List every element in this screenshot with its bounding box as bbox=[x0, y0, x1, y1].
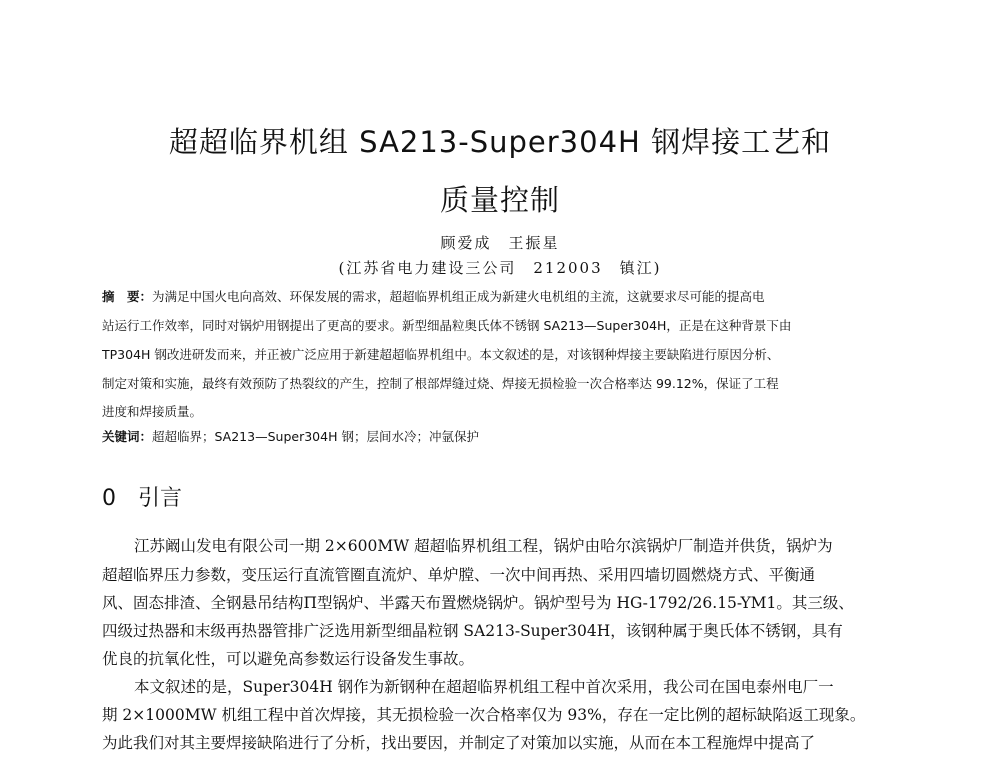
paper-title-line-2: 质量控制 bbox=[439, 183, 560, 217]
body-line: 风、固态排渣、全钢悬吊结构Π型锅炉、半露天布置燃烧锅炉。锅炉型号为 HG-1792/26.15-YM1。其三级、 bbox=[102, 594, 854, 612]
section-heading bbox=[102, 481, 182, 512]
body-line: 江苏阚山发电有限公司一期 2×600MW 超超临界机组工程，锅炉由哈尔滨锅炉厂制造并供货，锅炉为 bbox=[134, 537, 833, 555]
abstract-label: 摘 要： bbox=[102, 289, 153, 304]
abstract-line bbox=[102, 289, 910, 304]
body-line: 四级过热器和末级再热器管排广泛选用新型细晶粒钢 SA213-Super304H，该钢种属于奥氏体不锈钢，具有 bbox=[102, 622, 843, 640]
body-line: 为此我们对其主要焊接缺陷进行了分析，找出要因，并制定了对策加以实施，从而在本工程施焊中提高了 bbox=[102, 734, 816, 752]
keywords-label: 关键词： bbox=[102, 429, 153, 444]
keywords-text: 超超临界；SA213—Super304H 钢；层间水冷；冲氩保护 bbox=[152, 429, 479, 444]
body-line: 优良的抗氧化性，可以避免高参数运行设备发生事故。 bbox=[102, 650, 475, 668]
keywords-line bbox=[102, 429, 910, 444]
section-title: 引言 bbox=[138, 486, 183, 511]
affiliation: (江苏省电力建设三公司 212003 镇江) bbox=[338, 259, 662, 277]
body-line: 期 2×1000MW 机组工程中首次焊接，其无损检验一次合格率仅为 93%，存在一定比例的超标缺陷返工现象。 bbox=[102, 706, 866, 724]
authors: 顾爱成 王振星 bbox=[440, 234, 560, 252]
body-line: 超超临界压力参数，变压运行直流管圈直流炉、单炉膛、一次中间再热、采用四墙切圆燃烧方式、平衡通 bbox=[102, 566, 816, 584]
paper-title-line-1: 超超临界机组 SA213-Super304H 钢焊接工艺和 bbox=[168, 125, 832, 159]
body-line: 本文叙述的是，Super304H 钢作为新钢种在超超临界机组工程中首次采用，我公司在国电泰州电厂一 bbox=[134, 678, 834, 696]
section-number: 0 bbox=[102, 486, 116, 511]
abstract-line: 进度和焊接质量。 bbox=[102, 404, 203, 419]
abstract-text: 为满足中国火电向高效、环保发展的需求，超超临界机组正成为新建火电机组的主流，这就要求尽可能的提高电 bbox=[152, 289, 765, 304]
abstract-line: 站运行工作效率，同时对锅炉用钢提出了更高的要求。新型细晶粒奥氏体不锈钢 SA213—Super304H，正是在这种背景下由 bbox=[102, 318, 792, 333]
abstract-line: 制定对策和实施，最终有效预防了热裂纹的产生，控制了根部焊缝过烧、焊接无损检验一次合格率达 99.12%，保证了工程 bbox=[102, 376, 779, 391]
abstract-line: TP304H 钢改进研发而来，并正被广泛应用于新建超超临界机组中。本文叙述的是，对该钢种焊接主要缺陷进行原因分析、 bbox=[102, 347, 780, 362]
